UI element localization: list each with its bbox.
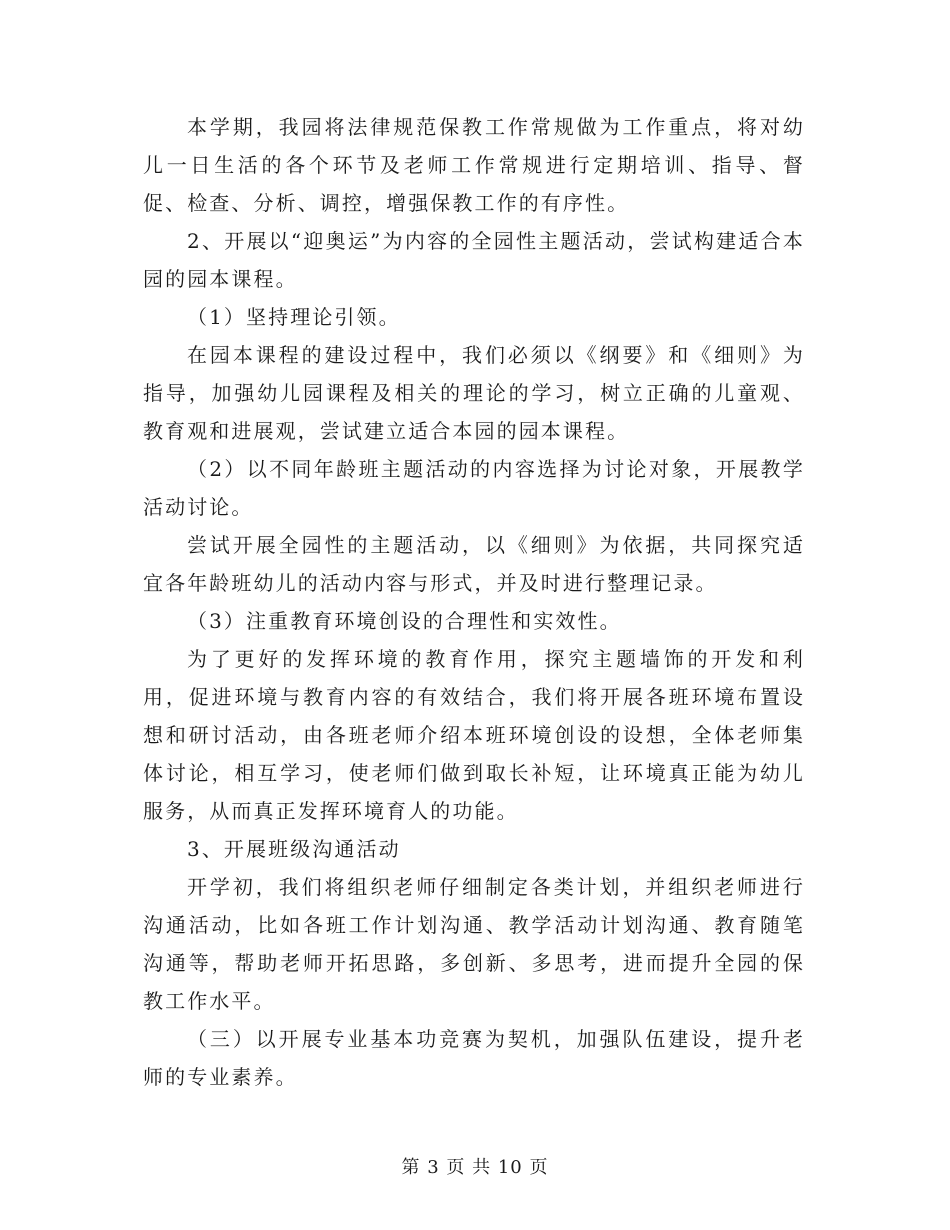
section-heading: （三）以开展专业基本功竞赛为契机，加强队伍建设，提升老师的专业素养。 (143, 1027, 805, 1089)
subsection-heading: （3）注重教育环境创设的合理性和实效性。 (187, 609, 622, 633)
paragraph: 尝试开展全园性的主题活动，以《细则》为依据，共同探究适宜各年龄班幼儿的活动内容与形式，并及时进行整理记录。 (143, 533, 805, 595)
paragraph: 为了更好的发挥环境的教育作用，探究主题墙饰的开发和利用，促进环境与教育内容的有效结合，我们将开展各班环境布置设想和研讨活动，由各班老师介绍本班环境创设的设想，全体老师集体讨论，相互学习，使老师们做到取长补短，让环境真正能为幼儿服务，从而真正发挥环境育人的功能。 (143, 647, 805, 823)
page-footer (0, 1153, 950, 1179)
section-heading: 2、开展以“迎奥运”为内容的全园性主题活动，尝试构建适合本园的园本课程。 (143, 229, 805, 291)
paragraph: 本学期，我园将法律规范保教工作常规做为工作重点，将对幼儿一日生活的各个环节及老师工作常规进行定期培训、指导、督促、检查、分析、调控，增强保教工作的有序性。 (143, 115, 805, 215)
subsection-heading: （1）坚持理论引领。 (187, 305, 401, 329)
paragraph: 开学初，我们将组织老师仔细制定各类计划，并组织老师进行沟通活动，比如各班工作计划沟通、教学活动计划沟通、教育随笔沟通等，帮助老师开拓思路，多创新、多思考，进而提升全园的保教工作水平。 (143, 875, 805, 1013)
subsection-heading: （2）以不同年龄班主题活动的内容选择为讨论对象，开展教学活动讨论。 (143, 457, 805, 519)
page-number-label: 第 3 页 共 10 页 (401, 1157, 549, 1178)
section-heading: 3、开展班级沟通活动 (187, 837, 401, 861)
document-body (143, 108, 805, 1096)
paragraph: 在园本课程的建设过程中，我们必须以《纲要》和《细则》为指导，加强幼儿园课程及相关的理论的学习，树立正确的儿童观、教育观和进展观，尝试建立适合本园的园本课程。 (143, 343, 805, 443)
